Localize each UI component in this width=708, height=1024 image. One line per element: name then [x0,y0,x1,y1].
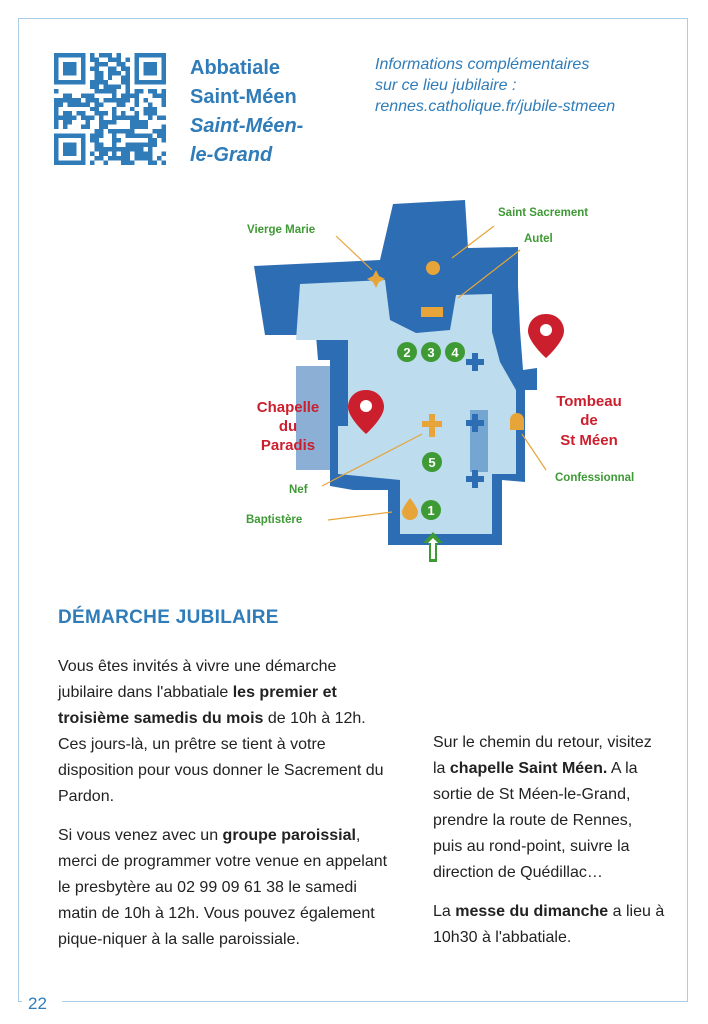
confessionnal-icon [510,413,524,430]
place-line-4: le-Grand [190,144,273,166]
left-p1-bold: les premier et troisième samedis du mois [58,684,337,727]
right-p1-text-2: A la sortie de St Méen-le-Grand, prendre la route de Rennes, puis au rond-point, suivre la direction de Quédillac… [433,760,638,881]
right-p2-text-2: a lieu à 10h30 à l'abbatiale. [433,903,665,946]
right-p2-text: La [433,903,456,920]
label-tombeau-2: de [580,412,598,429]
place-line-1: Abbatiale [190,57,281,79]
station-1-label: 1 [427,503,435,518]
label-chapelle-2: du [278,418,298,435]
left-column [58,654,388,966]
label-vierge: Vierge Marie [247,224,316,236]
left-p1-text-2: de 10h à 12h. Ces jours-là, un prêtre se tient à votre disposition pour vous donner le Sacrement du Pardon. [58,710,384,805]
left-paragraph-1 [58,654,388,810]
qr-code[interactable] [54,53,166,165]
label-autel: Autel [524,233,553,245]
label-confessionnal: Confessionnal [555,472,635,484]
station-2-label: 2 [403,345,411,360]
place-line-3: Saint-Méen- [190,115,304,137]
section-heading: DÉMARCHE JUBILAIRE [58,607,279,628]
station-5-label: 5 [428,455,436,470]
label-nef: Nef [289,484,308,496]
right-p1-bold: chapelle Saint Méen. [449,760,608,777]
label-baptistere: Baptistère [246,514,303,526]
place-title [190,54,303,170]
station-3-label: 3 [427,345,435,360]
place-line-2: Saint-Méen [190,86,297,108]
leader-confessionnal [522,434,546,470]
saint-sacrement-icon [426,261,440,275]
right-column [433,730,665,964]
left-p2-text: Si vous venez avec un [58,827,223,844]
leader-baptistere [328,512,392,520]
label-chapelle-1: Chapelle [256,399,320,416]
label-tombeau-1: Tombeau [556,393,622,410]
right-paragraph-2 [433,899,665,951]
label-sacrement: Saint Sacrement [498,207,589,219]
right-paragraph-1 [433,730,665,886]
autel-icon [421,307,443,317]
left-paragraph-2 [58,823,388,953]
info-link[interactable]: rennes.catholique.fr/jubile-stmeen [375,98,616,115]
left-p2-bold: groupe paroissial [222,827,356,844]
map-band-1 [296,366,332,470]
station-4-label: 4 [451,345,459,360]
label-chapelle-3: Paradis [260,437,316,454]
left-p1-text: Vous êtes invités à vivre une démarche jubilaire dans l'abbatiale [58,658,337,701]
page-number: 22 [22,994,62,1014]
right-p2-bold: messe du dimanche [455,903,609,920]
info-line-2: sur ce lieu jubilaire : [375,77,517,94]
church-map [230,190,670,570]
label-tombeau-3: St Méen [560,432,618,449]
right-p1-text: Sur le chemin du retour, visitez la [433,734,652,777]
left-p2-text-2: , merci de programmer votre venue en appelant le presbytère au 02 99 09 61 38 le samedi matin de 10h à 12h. Vous pouvez également pique-niquer à la salle paroissiale. [58,827,388,948]
info-text [375,54,685,117]
tombeau-pin-icon [528,314,564,358]
info-line-1: Informations complémentaires [375,56,590,73]
